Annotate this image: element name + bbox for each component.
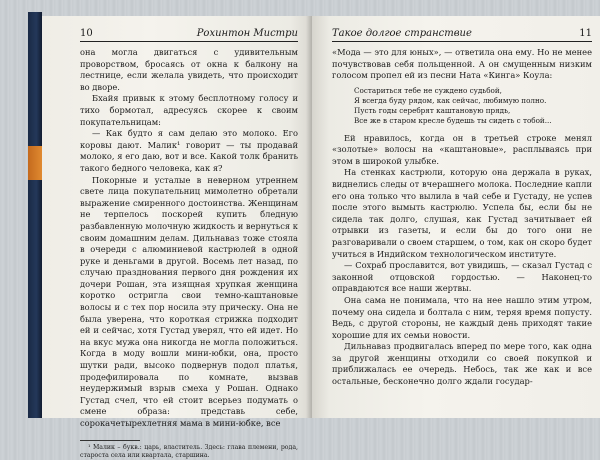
left-page-header [80, 28, 298, 42]
footnote-rule [80, 440, 140, 441]
paragraph: На стенках кастрюли, которую она держала в руках, виднелись следы от вчерашнего молока. Последние капли его она только что вылила в чай себе и Густаду, не успев после этого вымыть кастрюлю. Успела бы, если бы не сидела так долго, слушая, как Густад зачитывает ей отрывки из газеты, и если бы до того они не разговаривали о своем старшем, о том, как он скоро будет учиться в Индийском технологическом институте. [332, 167, 592, 259]
left-page-number: 10 [80, 28, 93, 39]
poem-line: Я всегда буду рядом, как сейчас, любимую полно. [354, 95, 547, 105]
right-page-number: 11 [579, 28, 592, 39]
poem-line: Состариться тебе не суждено судьбой, [354, 85, 502, 95]
book-cover-edge [28, 12, 42, 418]
right-page [312, 16, 600, 418]
cover-orange-band [28, 146, 42, 180]
left-page [42, 16, 312, 459]
paragraph: — Как будто я сам делаю это молоко. Его коровы дают. Малик¹ говорит — ты продавай молоко, я его даю, вот и все. Какой толк бранить такого бедного человека, как я? [80, 128, 298, 173]
paragraph: «Мода — это для юных», — ответила она ему. Но не менее почувствовав себя польщенной. А он смущенным низким голосом пропел ей из песни Ната «Кинга» Коула: [332, 47, 592, 81]
song-lyrics [354, 86, 592, 127]
paragraph: — Сохраб прославится, вот увидишь, — сказал Густад с законной отцовской гордостью. — Наконец-то оправдаются все наши жертвы. [332, 260, 592, 294]
right-page-body [332, 47, 592, 388]
left-page-body [80, 47, 298, 430]
right-running-title: Такое долгое странствие [332, 28, 472, 39]
paragraph: Бхайя привык к этому бесплотному голосу и тихо бормотал, адресуясь скорее к своим покупательницам: [80, 93, 298, 127]
paragraph: Ей нравилось, когда он в третьей строке менял «золотые» волосы на «каштановые», расплываясь при этом в широкой улыбке. [332, 132, 592, 166]
right-page-header [332, 28, 592, 42]
paragraph: Дильнаваз продвигалась вперед по мере того, как одна за другой женщины отходили со своей покупкой и приближалась ее очередь. Небось, так же как и все остальные, бесконечно долго ждали государ- [332, 341, 592, 387]
paragraph: Покорные и усталые в неверном утреннем свете лица покупательниц мимолетно обретали выражение смиренного достоинства. Женщинам не терпелось поскорей купить бледную разбавленную молочную жидкость и вернуться к своим домашним делам. Дильнаваз тоже стояла в очереди с алюминиевой кастрюлей в одной руке и деньгами в другой. Восемь лет назад, по случаю празднования первого дня рождения их дочери Рошан, эта изящная хрупкая женщина коротко остригла свои темно-каштановые волосы и с тех пор носила эту прическу. Она не была уверена, что короткая стрижка подходит ей и сейчас, хотя Густад уверял, что ей идет. Но на вкус мужа она никогда не могла положиться. Когда в моду вошли мини-юбки, она, просто шутки ради, высоко подвернув подол платья, продефилировала по комнате, вызвав неудержимый взрыв смеха у Рошан. Однако Густад счел, что ей стоит всерьез подумать о смене образа: представь себе, сорокачетырехлетняя мама в мини-юбке, все [80, 174, 298, 428]
poem-line: Пусть годы серебрят каштановую прядь, [354, 106, 511, 116]
paragraph: Она сама не понимала, что на нее нашло этим утром, почему она сидела и болтала с ним, теряя время попусту. Ведь, с другой стороны, не каждый день приходят такие хорошие для их семьи новости. [332, 294, 592, 340]
footnote: ¹ Малик – букв.: царь, властитель. Здесь: глава племени, рода, староста села или квартала, старшина. [80, 443, 298, 459]
paragraph: она могла двигаться с удивительным проворством, бросаясь от окна к балкону на лестнице, если желала увидеть, что происходит во дворе. [80, 47, 298, 92]
poem-line: Все же в старом креслe будешь ты сидеть с тобой... [354, 116, 552, 126]
left-running-title: Рохинтон Мистри [196, 28, 298, 39]
